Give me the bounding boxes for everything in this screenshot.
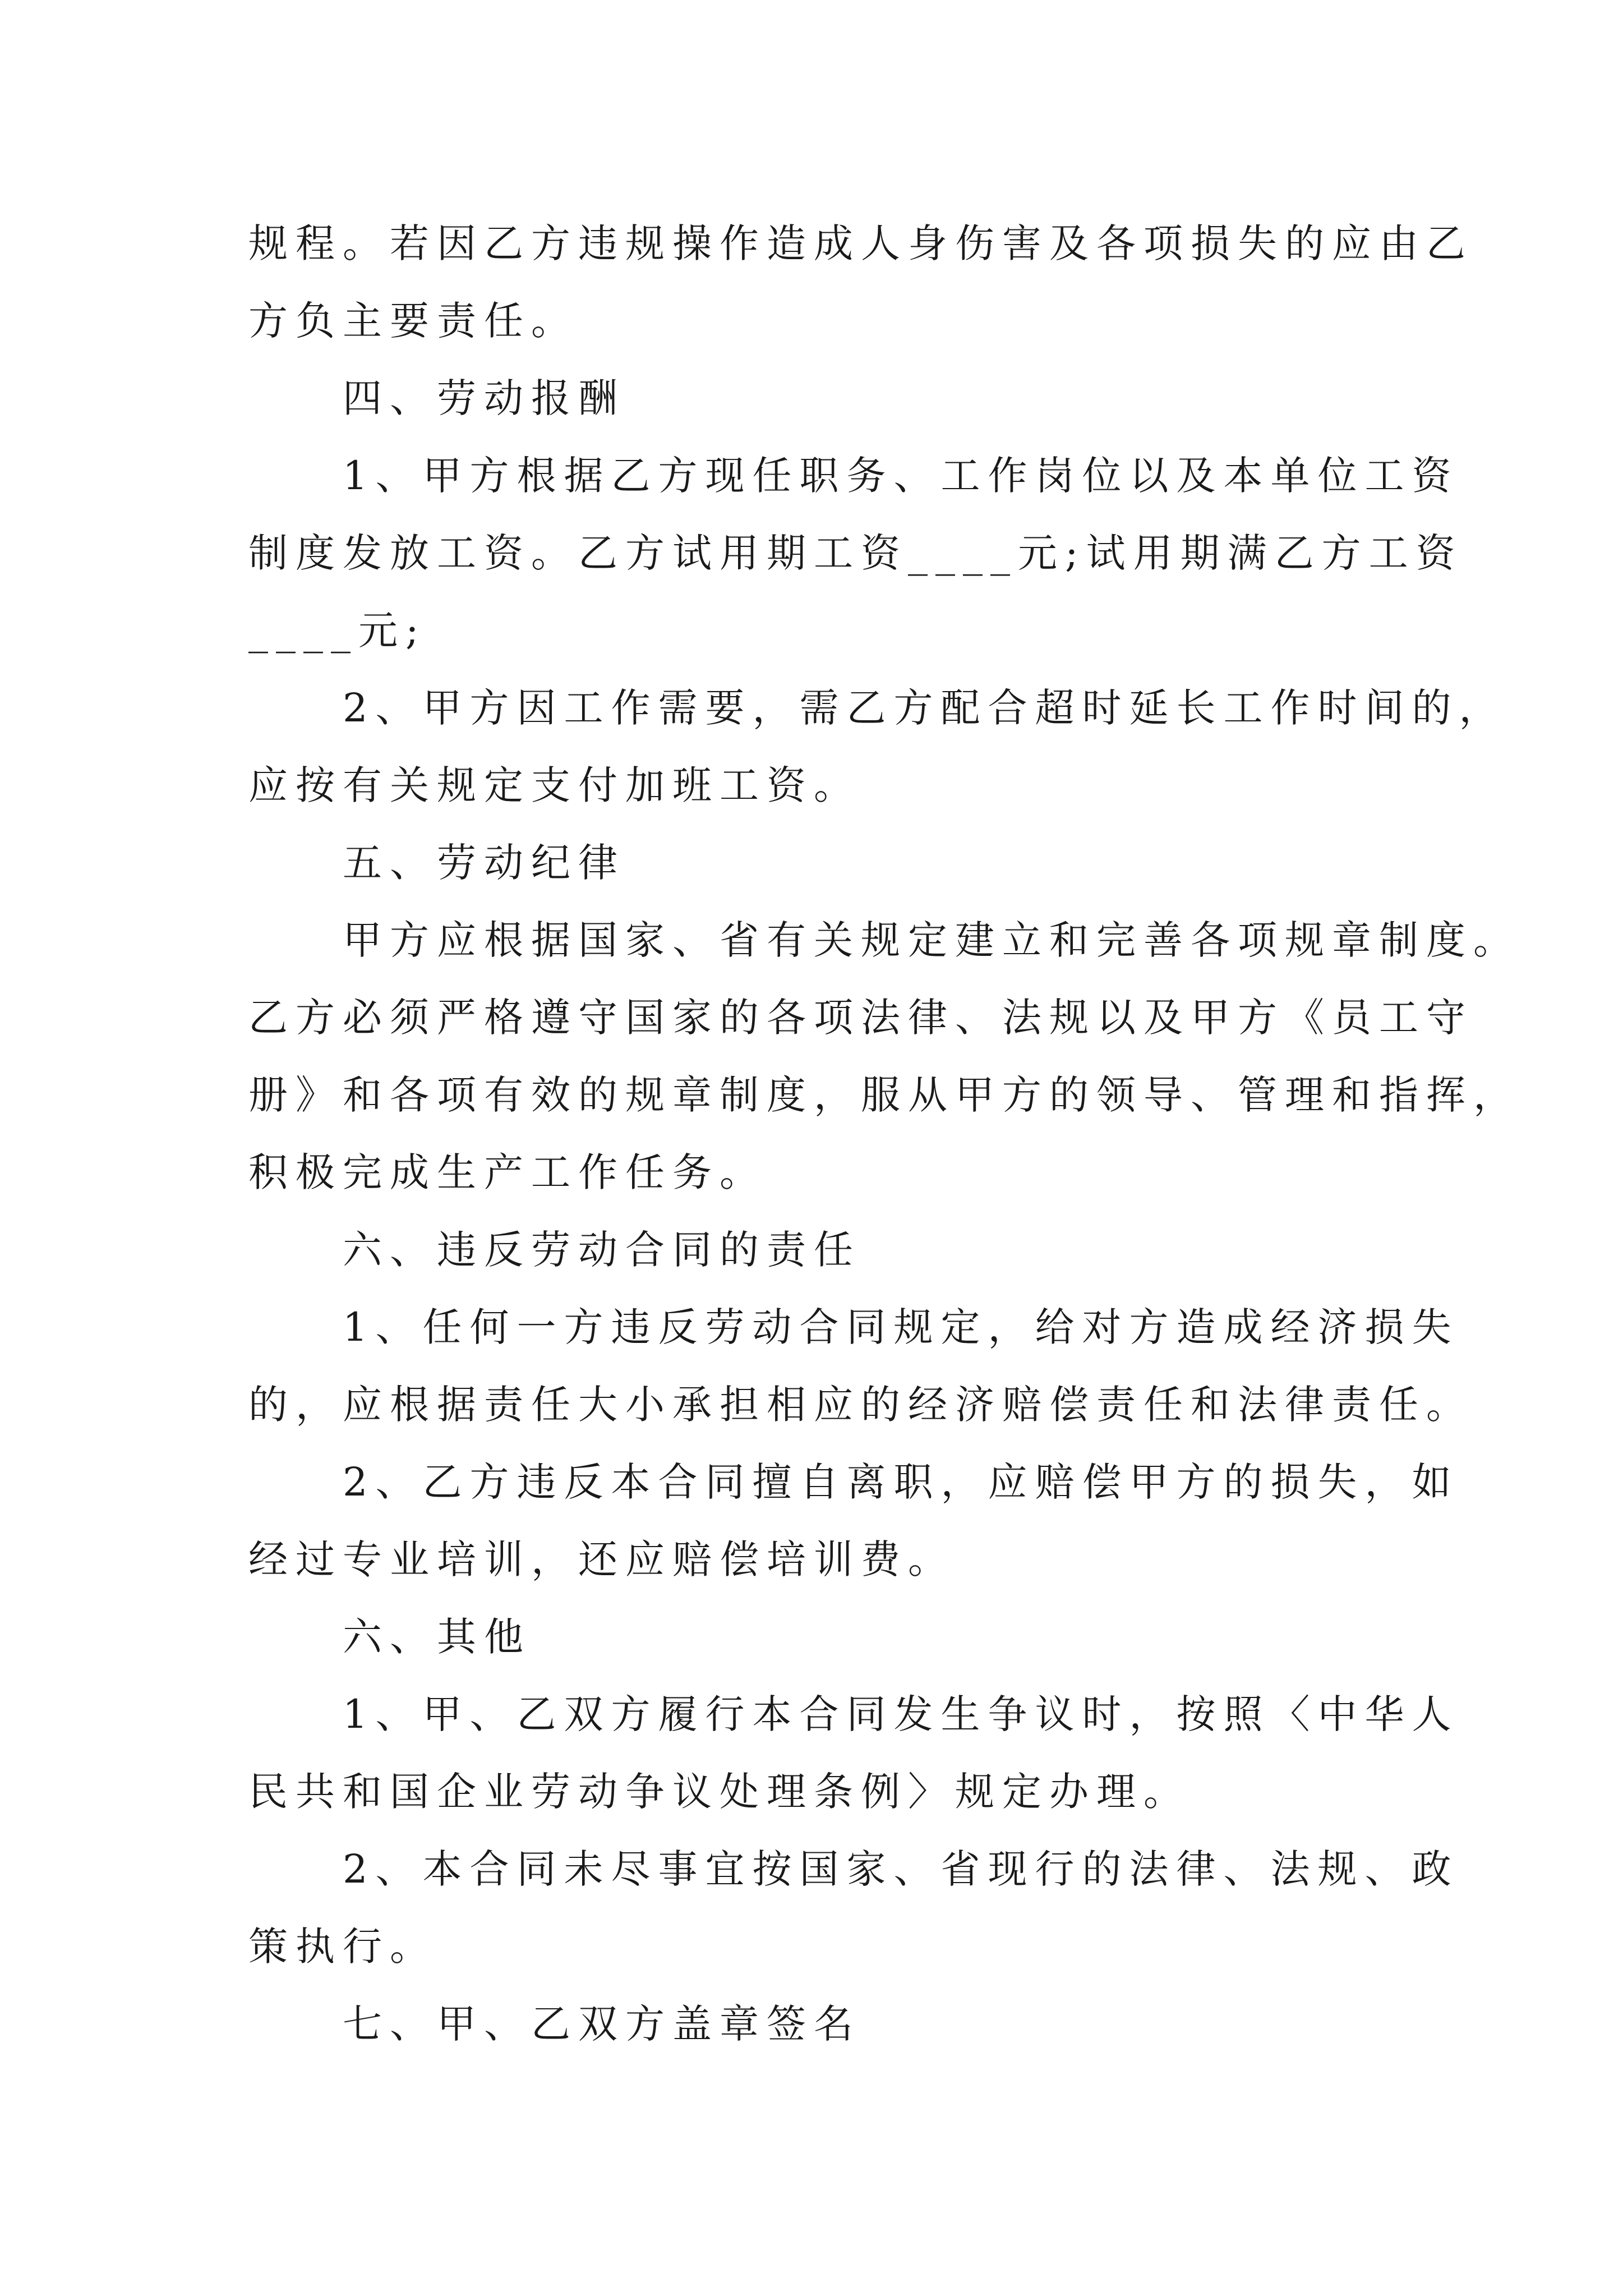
- text-line: 民共和国企业劳动争议处理条例〉规定办理。: [248, 1769, 1191, 1815]
- document-body: [248, 205, 1520, 2063]
- text-line: 1、任何一方违反劳动合同规定，给对方造成经济损失: [343, 1304, 1459, 1350]
- section-heading-text: 七、甲、乙双方盖章签名: [343, 2001, 861, 2047]
- text-line: 2、本合同未尽事宜按国家、省现行的法律、法规、政: [343, 1846, 1459, 1892]
- clause-other-1: [248, 1676, 1459, 1830]
- section-heading-other: [248, 1598, 1381, 1676]
- clause-remuneration-2: [248, 669, 1506, 824]
- section-heading-text: 四、劳动报酬: [343, 375, 625, 421]
- section-heading-remuneration: [248, 360, 1381, 437]
- text-line: 1、甲方根据乙方现任职务、工作岗位以及本单位工资: [343, 453, 1459, 499]
- clause-liability-1: [248, 1289, 1473, 1443]
- text-line: 制度发放工资。乙方试用期工资____元;试用期满乙方工资: [248, 530, 1463, 576]
- text-line: 应按有关规定支付加班工资。: [248, 762, 861, 808]
- text-line: 2、乙方违反本合同擅自离职，应赔偿甲方的损失，如: [343, 1459, 1459, 1505]
- clause-discipline: [248, 901, 1520, 1211]
- text-line: 2、甲方因工作需要，需乙方配合超时延长工作时间的，: [343, 685, 1506, 731]
- section-heading-signatures: [248, 1985, 1381, 2063]
- section-heading-text: 五、劳动纪律: [343, 840, 625, 886]
- text-line: 乙方必须严格遵守国家的各项法律、法规以及甲方《员工守: [248, 995, 1473, 1041]
- text-line: 策执行。: [248, 1924, 437, 1970]
- paragraph-continuation: [248, 205, 1473, 360]
- text-line: 积极完成生产工作任务。: [248, 1149, 767, 1195]
- text-line: 的，应根据责任大小承担相应的经济赔偿责任和法律责任。: [248, 1382, 1473, 1428]
- clause-remuneration-1: [248, 437, 1463, 669]
- section-heading-text: 六、其他: [343, 1614, 531, 1660]
- text-line: 1、甲、乙双方履行本合同发生争议时，按照〈中华人: [343, 1691, 1459, 1737]
- text-line: ____元;: [248, 608, 427, 654]
- section-heading-text: 六、违反劳动合同的责任: [343, 1227, 861, 1273]
- section-heading-liability: [248, 1211, 1381, 1289]
- text-line: 册》和各项有效的规章制度，服从甲方的领导、管理和指挥，: [248, 1072, 1520, 1118]
- text-line: 经过专业培训，还应赔偿培训费。: [248, 1536, 955, 1582]
- text-line: 规程。若因乙方违规操作造成人身伤害及各项损失的应由乙: [248, 220, 1473, 266]
- section-heading-discipline: [248, 824, 1381, 901]
- clause-liability-2: [248, 1443, 1459, 1598]
- text-line: 甲方应根据国家、省有关规定建立和完善各项规章制度。: [343, 917, 1520, 963]
- text-line: 方负主要责任。: [248, 298, 578, 344]
- clause-other-2: [248, 1830, 1459, 1985]
